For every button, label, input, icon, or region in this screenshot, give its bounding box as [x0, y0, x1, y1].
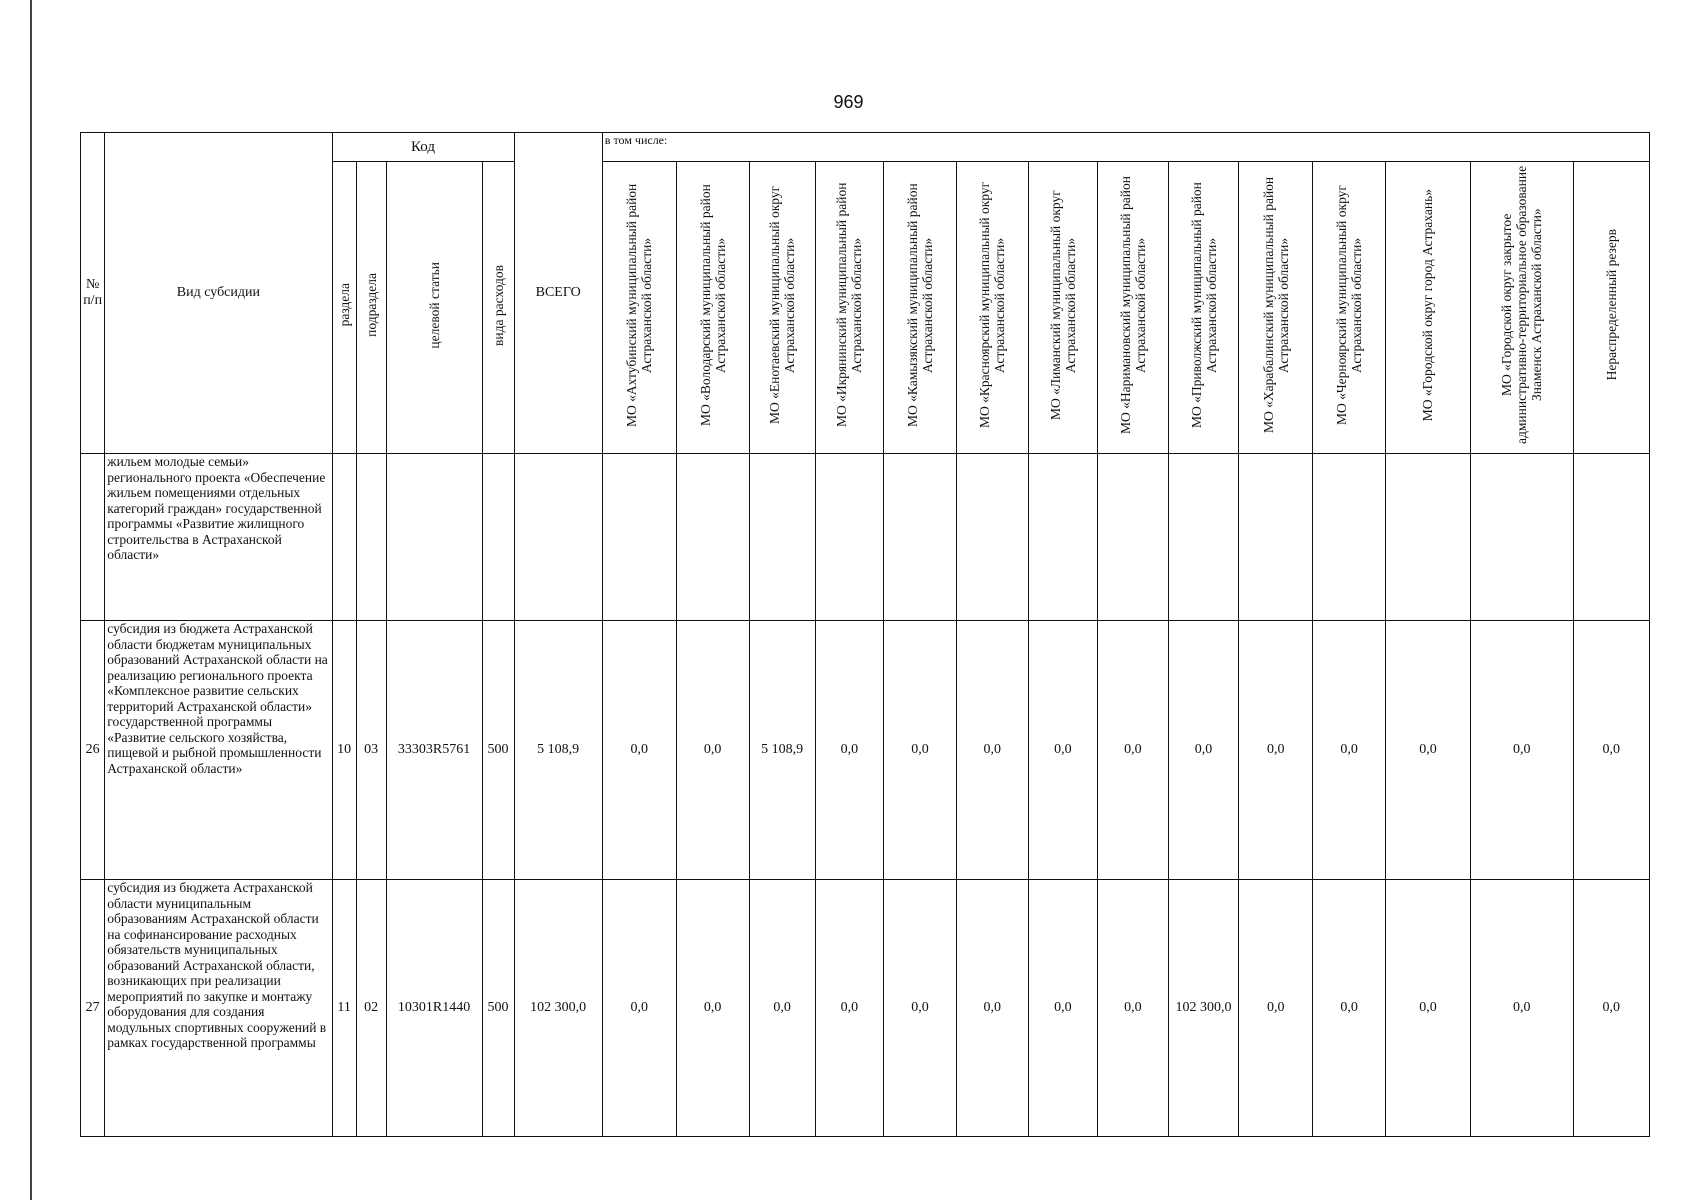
row-podrazdel: 02	[356, 880, 386, 1137]
row-num: 27	[81, 880, 105, 1137]
row-value: 0,0	[1098, 621, 1169, 880]
row-podrazdel: 03	[356, 621, 386, 880]
row-value	[749, 454, 815, 621]
header-row-1	[81, 133, 1650, 162]
row-value	[602, 454, 676, 621]
row-value: 0,0	[1098, 880, 1169, 1137]
row-value	[1239, 454, 1313, 621]
row-value: 0,0	[956, 880, 1028, 1137]
row-value: 0,0	[956, 621, 1028, 880]
row-value: 0,0	[1470, 621, 1573, 880]
row-razdel: 10	[332, 621, 356, 880]
header-mo-volodarsky: МО «Володарский муниципальный район Астраханской области»	[676, 162, 749, 454]
header-mo-znamensk: МО «Городской округ закрытое административно-территориальное образование Знаменск Астраханской области»	[1470, 162, 1573, 454]
row-value	[1573, 454, 1649, 621]
row-value: 0,0	[1028, 880, 1098, 1137]
header-mo-ikryaninsky: МО «Икрянинский муниципальный район Астраханской области»	[815, 162, 883, 454]
header-mo-kamyzyaksky: МО «Камызякский муниципальный район Астраханской области»	[884, 162, 957, 454]
row-value: 102 300,0	[1168, 880, 1239, 1137]
header-vid-subsidii: Вид субсидии	[105, 133, 332, 454]
header-nerasp-rezerv: Нераспределенный резерв	[1573, 162, 1649, 454]
row-value: 0,0	[1573, 880, 1649, 1137]
row-value: 0,0	[1470, 880, 1573, 1137]
header-kod: Код	[332, 133, 514, 162]
row-value	[884, 454, 957, 621]
row-value: 5 108,9	[749, 621, 815, 880]
header-vida-raskhodov: вида расходов	[482, 162, 514, 454]
row-tselevaya-statya: 10301R1440	[386, 880, 482, 1137]
header-mo-privolzhsky: МО «Приволжский муниципальный район Астраханской области»	[1168, 162, 1239, 454]
table-row	[81, 621, 1650, 880]
row-value: 0,0	[676, 621, 749, 880]
header-mo-akhtubinsky: МО «Ахтубинский муниципальный район Астраханской области»	[602, 162, 676, 454]
row-value: 0,0	[676, 880, 749, 1137]
row-value	[1470, 454, 1573, 621]
row-value	[1098, 454, 1169, 621]
row-value: 0,0	[1573, 621, 1649, 880]
row-vsego: 102 300,0	[514, 880, 602, 1137]
header-mo-kharabalinsky: МО «Харабалинский муниципальный район Астраханской области»	[1239, 162, 1313, 454]
row-value: 0,0	[1239, 880, 1313, 1137]
row-tselevaya-statya	[386, 454, 482, 621]
header-razdel: раздела	[332, 162, 356, 454]
row-razdel: 11	[332, 880, 356, 1137]
row-value: 0,0	[815, 621, 883, 880]
row-value	[1168, 454, 1239, 621]
row-num	[81, 454, 105, 621]
row-tselevaya-statya: 33303R5761	[386, 621, 482, 880]
page-number: 969	[833, 92, 864, 112]
row-value: 0,0	[884, 880, 957, 1137]
header-mo-chernoyarsky: МО «Черноярский муниципальный округ Астраханской области»	[1313, 162, 1386, 454]
row-description: субсидия из бюджета Астраханской области бюджетам муниципальных образований Астраханской области на реализацию регионального проекта «Комплексное развитие сельских территорий Астраханской области» государственной программы «Развитие сельского хозяйства, пищевой и рыбной промышленности Астраханской области»	[105, 621, 332, 880]
row-vsego	[514, 454, 602, 621]
header-vsego: ВСЕГО	[514, 133, 602, 454]
row-value: 0,0	[602, 880, 676, 1137]
row-description: субсидия из бюджета Астраханской области муниципальным образованиям Астраханской области на софинансирование расходных обязательств муниципальных образований Астраханской области, возникающих при реализации мероприятий по закупке и монтажу оборудования для создания модульных спортивных сооружений в рамках государственной программы	[105, 880, 332, 1137]
row-value: 0,0	[1386, 621, 1471, 880]
row-value: 0,0	[1168, 621, 1239, 880]
table-row	[81, 880, 1650, 1137]
row-value	[1313, 454, 1386, 621]
row-value: 0,0	[1313, 621, 1386, 880]
header-podrazdel: подраздела	[356, 162, 386, 454]
header-v-tom-chisle: в том числе:	[602, 133, 1649, 162]
header-mo-limansky: МО «Лиманский муниципальный округ Астраханской области»	[1028, 162, 1098, 454]
header-mo-astrakhan: МО «Городской округ город Астрахань»	[1386, 162, 1471, 454]
row-razdel	[332, 454, 356, 621]
row-value: 0,0	[1386, 880, 1471, 1137]
row-num: 26	[81, 621, 105, 880]
row-value	[676, 454, 749, 621]
row-podrazdel	[356, 454, 386, 621]
row-value: 0,0	[1028, 621, 1098, 880]
table-row	[81, 454, 1650, 621]
row-value	[1386, 454, 1471, 621]
row-value	[815, 454, 883, 621]
row-value: 0,0	[1239, 621, 1313, 880]
row-value: 0,0	[749, 880, 815, 1137]
row-value	[956, 454, 1028, 621]
row-vsego: 5 108,9	[514, 621, 602, 880]
row-description: жильем молодые семьи» регионального проекта «Обеспечение жильем помещениями отдельных категорий граждан» государственной программы «Развитие жилищного строительства в Астраханской области»	[105, 454, 332, 621]
header-mo-enotaevsky: МО «Енотаевский муниципальный округ Астраханской области»	[749, 162, 815, 454]
header-mo-narimanovsky: МО «Наримановский муниципальный район Астраханской области»	[1098, 162, 1169, 454]
row-vid-raskhodov: 500	[482, 880, 514, 1137]
row-vid-raskhodov	[482, 454, 514, 621]
binding-line	[30, 0, 32, 1200]
row-value: 0,0	[884, 621, 957, 880]
header-mo-krasnoyarsky: МО «Красноярский муниципальный округ Астраханской области»	[956, 162, 1028, 454]
row-value: 0,0	[602, 621, 676, 880]
row-value	[1028, 454, 1098, 621]
header-tselevoy-stati: целевой статьи	[386, 162, 482, 454]
row-value: 0,0	[815, 880, 883, 1137]
subsidy-table	[80, 132, 1650, 1137]
row-value: 0,0	[1313, 880, 1386, 1137]
row-vid-raskhodov: 500	[482, 621, 514, 880]
header-num: № п/п	[81, 133, 105, 454]
